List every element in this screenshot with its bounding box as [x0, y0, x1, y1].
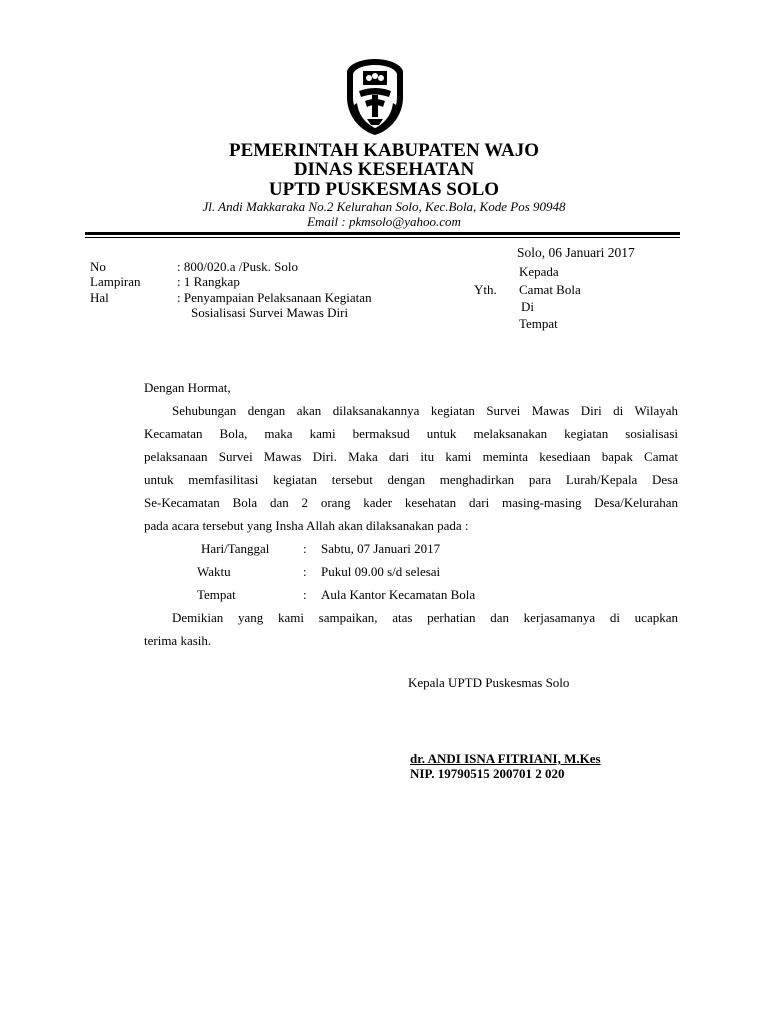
- paragraph-line: pelaksanaan Survei Mawas Diri. Maka dari itu kami meminta kesediaan bapak Camat: [144, 449, 678, 464]
- header-unit: UPTD PUSKESMAS SOLO: [268, 179, 500, 200]
- schedule-colon: :: [303, 541, 307, 556]
- recipient-kepada: Kepada: [519, 264, 559, 279]
- paragraph-line: Demikian yang kami sampaikan, atas perhatian dan kerjasamanya di ucapkan: [172, 610, 678, 625]
- schedule-label: Tempat: [197, 587, 236, 602]
- greeting: Dengan Hormat,: [144, 380, 231, 395]
- schedule-colon: :: [303, 587, 307, 602]
- paragraph-line: pada acara tersebut yang Insha Allah akan dilaksanakan pada :: [144, 518, 469, 533]
- signature-nip: NIP. 19790515 200701 2 020: [410, 766, 565, 781]
- header-address: Jl. Andi Makkaraka No.2 Kelurahan Solo, Kec.Bola, Kode Pos 90948: [202, 199, 566, 214]
- meta-hal-value-line2: Sosialisasi Survei Mawas Diri: [191, 305, 349, 320]
- recipient-camat: Camat Bola: [519, 282, 581, 297]
- paragraph-line: Kecamatan Bola, maka kami bermaksud untuk melaksanakan kegiatan sosialisasi: [144, 426, 678, 441]
- meta-no-label: No: [90, 259, 106, 274]
- header-email: Email : pkmsolo@yahoo.com: [307, 214, 461, 229]
- recipient-di: Di: [521, 299, 534, 314]
- schedule-label: Hari/Tanggal: [201, 541, 270, 556]
- header-divider-thick: [85, 232, 680, 235]
- regency-emblem-logo: [345, 57, 405, 137]
- paragraph-line: terima kasih.: [144, 633, 212, 648]
- meta-lampiran-value: : 1 Rangkap: [177, 274, 240, 289]
- signature-name: dr. ANDI ISNA FITRIANI, M.Kes: [410, 751, 601, 766]
- header-divider-thin: [85, 237, 680, 238]
- paragraph-line: untuk memfasilitasi kegiatan tersebut dengan menghadirkan para Lurah/Kepala Desa: [144, 472, 678, 487]
- meta-hal-label: Hal: [90, 290, 109, 305]
- place-date: Solo, 06 Januari 2017: [517, 245, 635, 260]
- signature-title: Kepala UPTD Puskesmas Solo: [408, 675, 570, 690]
- schedule-label: Waktu: [197, 564, 231, 579]
- schedule-value: Aula Kantor Kecamatan Bola: [321, 587, 476, 602]
- header-government: PEMERINTAH KABUPATEN WAJO: [228, 140, 539, 161]
- header-department: DINAS KESEHATAN: [293, 159, 475, 180]
- meta-no-value: : 800/020.a /Pusk. Solo: [177, 259, 298, 274]
- schedule-colon: :: [303, 564, 307, 579]
- recipient-yth: Yth.: [474, 282, 497, 297]
- schedule-value: Pukul 09.00 s/d selesai: [321, 564, 441, 579]
- meta-hal-value: : Penyampaian Pelaksanaan Kegiatan: [177, 290, 372, 305]
- recipient-tempat: Tempat: [519, 316, 558, 331]
- meta-lampiran-label: Lampiran: [90, 274, 141, 289]
- schedule-value: Sabtu, 07 Januari 2017: [321, 541, 441, 556]
- paragraph-line: Sehubungan dengan akan dilaksanakannya kegiatan Survei Mawas Diri di Wilayah: [172, 403, 678, 418]
- paragraph-line: Se-Kecamatan Bola dan 2 orang kader kesehatan dari masing-masing Desa/Kelurahan: [144, 495, 678, 510]
